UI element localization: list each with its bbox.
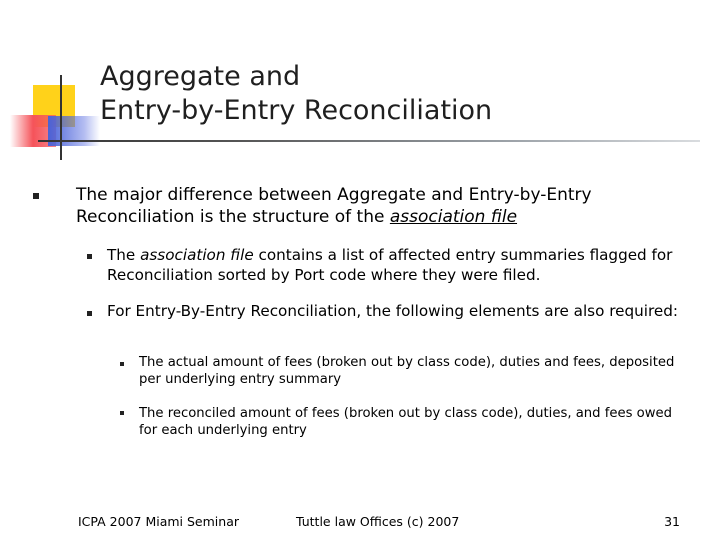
slide-title (100, 60, 492, 128)
decor-vertical-line (60, 75, 62, 160)
page-number: 31 (664, 514, 680, 529)
bullet-square-icon (33, 193, 39, 199)
sub-bullet-1-start: The (107, 246, 141, 264)
bullet-square-icon (87, 254, 92, 259)
sub-bullet-1-end: contains a list of affected entry summaries flagged for Reconciliation sorted by Port code where they were filed. (107, 246, 673, 284)
main-bullet-emphasis: association file (389, 207, 518, 227)
sub-bullet-required-elements: For Entry-By-Entry Reconciliation, the following elements are also required: (107, 302, 678, 320)
main-bullet-text-start: The major difference between Aggregate and Entry-by-Entry Reconciliation is the structure of the (76, 185, 592, 227)
sub-bullet-1-emphasis: association file (140, 246, 254, 264)
subsub-bullet-actual-amount: The actual amount of fees (broken out by class code), duties and fees, deposited per underlying entry summary (139, 355, 675, 387)
slide-title-line-2: Entry-by-Entry Reconciliation (100, 95, 493, 126)
bullet-square-icon (120, 362, 124, 366)
bullet-square-icon (87, 311, 92, 316)
title-underline-divider (38, 140, 700, 142)
bullet-square-icon (120, 411, 124, 415)
main-bullet-text (76, 184, 676, 228)
sub-bullet-association-file (107, 245, 687, 285)
footer-copyright: Tuttle law Offices (c) 2007 (296, 514, 460, 529)
footer-seminar: ICPA 2007 Miami Seminar (78, 514, 239, 529)
slide-title-line-1: Aggregate and (100, 61, 301, 92)
subsub-bullet-reconciled-amount: The reconciled amount of fees (broken out by class code), duties, and fees owed for each underlying entry (139, 406, 672, 438)
